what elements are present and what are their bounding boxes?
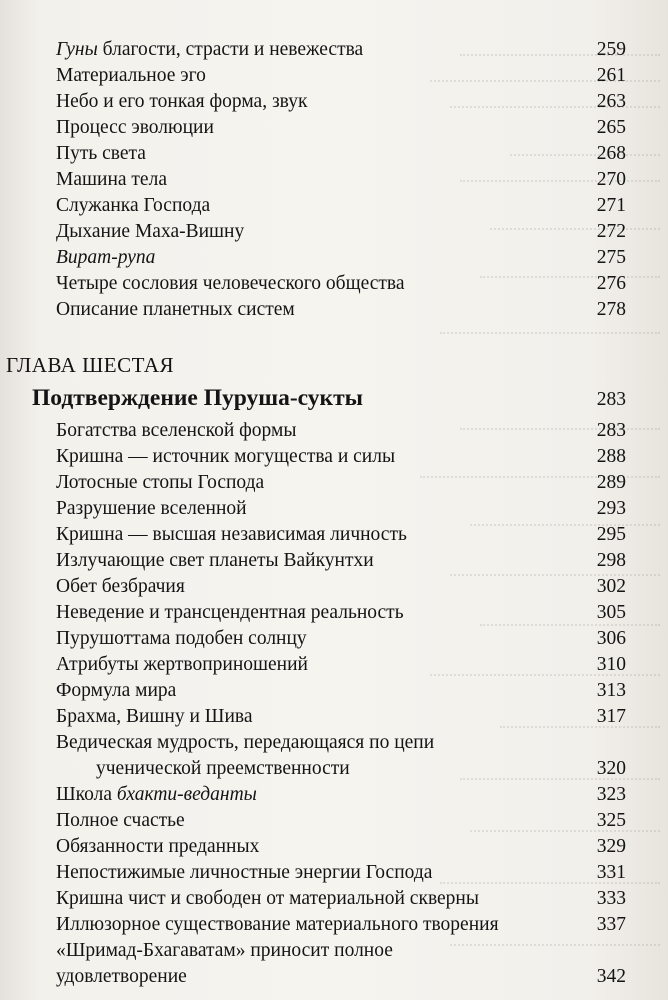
chapter-label: ГЛАВА ШЕСТАЯ [6, 353, 175, 377]
toc-entry-title: Кришна — высшая независимая личность [56, 524, 407, 545]
toc-entry-page: 259 [596, 39, 626, 60]
toc-entry-title: Пурушоттама подобен солнцу [56, 628, 307, 649]
toc-entry-title: Лотосные стопы Господа [56, 472, 265, 493]
toc-entry-page: 342 [596, 966, 626, 987]
toc-entry[interactable] [56, 471, 626, 495]
toc-entry-title: Обет безбрачия [56, 576, 185, 597]
toc-entry-title: Брахма, Вишну и Шива [56, 706, 253, 727]
toc-entry[interactable] [56, 168, 626, 192]
toc-entry-page: 261 [596, 65, 626, 86]
toc-entry[interactable] [56, 90, 626, 114]
toc-entry[interactable] [56, 142, 626, 166]
toc-entry-title: Богатства вселенской формы [56, 420, 297, 441]
toc-entry[interactable] [56, 523, 626, 547]
toc-entry[interactable] [56, 220, 626, 244]
toc-entry-title: Непостижимые личностные энергии Господа [56, 862, 433, 883]
toc-entry-page: 276 [596, 273, 626, 294]
toc-entry-page: 298 [596, 550, 626, 571]
toc-entry-page: 317 [596, 706, 626, 727]
toc-entry-page: 333 [596, 888, 626, 909]
toc-entry[interactable] [56, 861, 626, 885]
toc-entry-page: 323 [596, 784, 626, 805]
toc-entry-page: 283 [596, 420, 626, 441]
toc-entry-page: 310 [596, 654, 626, 675]
toc-entry-page: 263 [596, 91, 626, 112]
toc-entry-title: Четыре сословия человеческого общества [56, 273, 405, 294]
toc-entry-page: 288 [596, 446, 626, 467]
toc-entry-title: «Шримад-Бхагаватам» приносит полное [56, 940, 393, 961]
toc-entry[interactable] [56, 445, 626, 469]
toc-entry-page: 325 [596, 810, 626, 831]
toc-entry[interactable] [56, 116, 626, 140]
toc-entry[interactable] [56, 939, 626, 963]
toc-entry-title: Иллюзорное существование материального творения [56, 914, 499, 935]
toc-entry-page: 271 [596, 195, 626, 216]
toc-entry-title: Атрибуты жертвоприношений [56, 654, 308, 675]
toc-entry-page: 272 [596, 221, 626, 242]
toc-entry-title: Неведение и трансцендентная реальность [56, 602, 404, 623]
toc-entry[interactable] [56, 272, 626, 296]
toc-entry-virat-rupa[interactable] [56, 246, 626, 270]
toc-entry-title: Путь света [56, 143, 146, 164]
toc-entry-title: Материальное эго [56, 65, 206, 86]
toc-entry-title: Излучающие свет планеты Вайкунтхи [56, 550, 374, 571]
toc-entry[interactable] [56, 497, 626, 521]
toc-entry-page: 337 [596, 914, 626, 935]
toc-entry-title: Кришна — источник могущества и силы [56, 446, 396, 467]
toc-entry-title: Дыхание Маха-Вишну [56, 221, 245, 242]
toc-entry-title: ученической преемственности [96, 758, 350, 779]
toc-entry[interactable] [56, 653, 626, 677]
toc-entry-title: Процесс эволюции [56, 117, 214, 138]
toc-entry-continuation[interactable] [96, 757, 626, 781]
toc-entry[interactable] [56, 809, 626, 833]
toc-entry-title: Обязанности преданных [56, 836, 260, 857]
toc-entry[interactable] [56, 705, 626, 729]
toc-entry[interactable] [56, 835, 626, 859]
chapter-title-row[interactable] [32, 383, 626, 415]
toc-entry[interactable] [56, 419, 626, 443]
toc-entry-title: Полное счастье [56, 810, 185, 831]
toc-entry-page: 295 [596, 524, 626, 545]
toc-entry-bhakti-vedanta[interactable] [56, 783, 626, 807]
toc-entry-page: 265 [596, 117, 626, 138]
toc-entry-title: Кришна чист и свободен от материальной скверны [56, 888, 479, 909]
toc-entry-title: Описание планетных систем [56, 299, 295, 320]
toc-entry-title: Разрушение вселенной [56, 498, 247, 519]
toc-entry-title: удовлетворение [56, 966, 187, 987]
toc-entry[interactable] [56, 64, 626, 88]
toc-entry[interactable] [56, 601, 626, 625]
toc-entry-page: 320 [596, 758, 626, 779]
toc-entry-page: 293 [596, 498, 626, 519]
chapter-page: 283 [596, 389, 626, 410]
toc-entry[interactable] [56, 194, 626, 218]
toc-entry-page: 331 [596, 862, 626, 883]
toc-entry-page: 305 [596, 602, 626, 623]
toc-entry-title: Вират-рупа [56, 247, 156, 268]
toc-entry[interactable] [56, 913, 626, 937]
toc-entry[interactable] [56, 298, 626, 322]
toc-entry-title: Формула мира [56, 680, 177, 701]
toc-entry-title: Гуны благости, страсти и невежества [56, 39, 364, 60]
toc-entry-title: Машина тела [56, 169, 167, 190]
chapter-title: Подтверждение Пуруша-сукты [32, 385, 363, 411]
toc-entry[interactable] [56, 679, 626, 703]
toc-entry-title: Школа бхакти-веданты [56, 784, 257, 805]
toc-entry-page: 289 [596, 472, 626, 493]
toc-entry-page: 313 [596, 680, 626, 701]
toc-entry[interactable] [56, 731, 626, 755]
toc-entry-gunas[interactable] [56, 38, 626, 62]
toc-entry-page: 268 [596, 143, 626, 164]
toc-entry-page: 306 [596, 628, 626, 649]
toc-entry[interactable] [56, 965, 626, 989]
toc-entry-title: Небо и его тонкая форма, звук [56, 91, 308, 112]
toc-entry-page: 270 [596, 169, 626, 190]
toc-entry[interactable] [56, 575, 626, 599]
toc-entry-title: Ведическая мудрость, передающаяся по цепи [56, 732, 435, 753]
toc-entry-title: Служанка Господа [56, 195, 211, 216]
toc-entry[interactable] [56, 627, 626, 651]
toc-entry[interactable] [56, 887, 626, 911]
toc-entry[interactable] [56, 549, 626, 573]
toc-entry-page: 329 [596, 836, 626, 857]
toc-entry-page: 275 [596, 247, 626, 268]
toc-entry-page: 302 [596, 576, 626, 597]
toc-entry-page: 278 [596, 299, 626, 320]
